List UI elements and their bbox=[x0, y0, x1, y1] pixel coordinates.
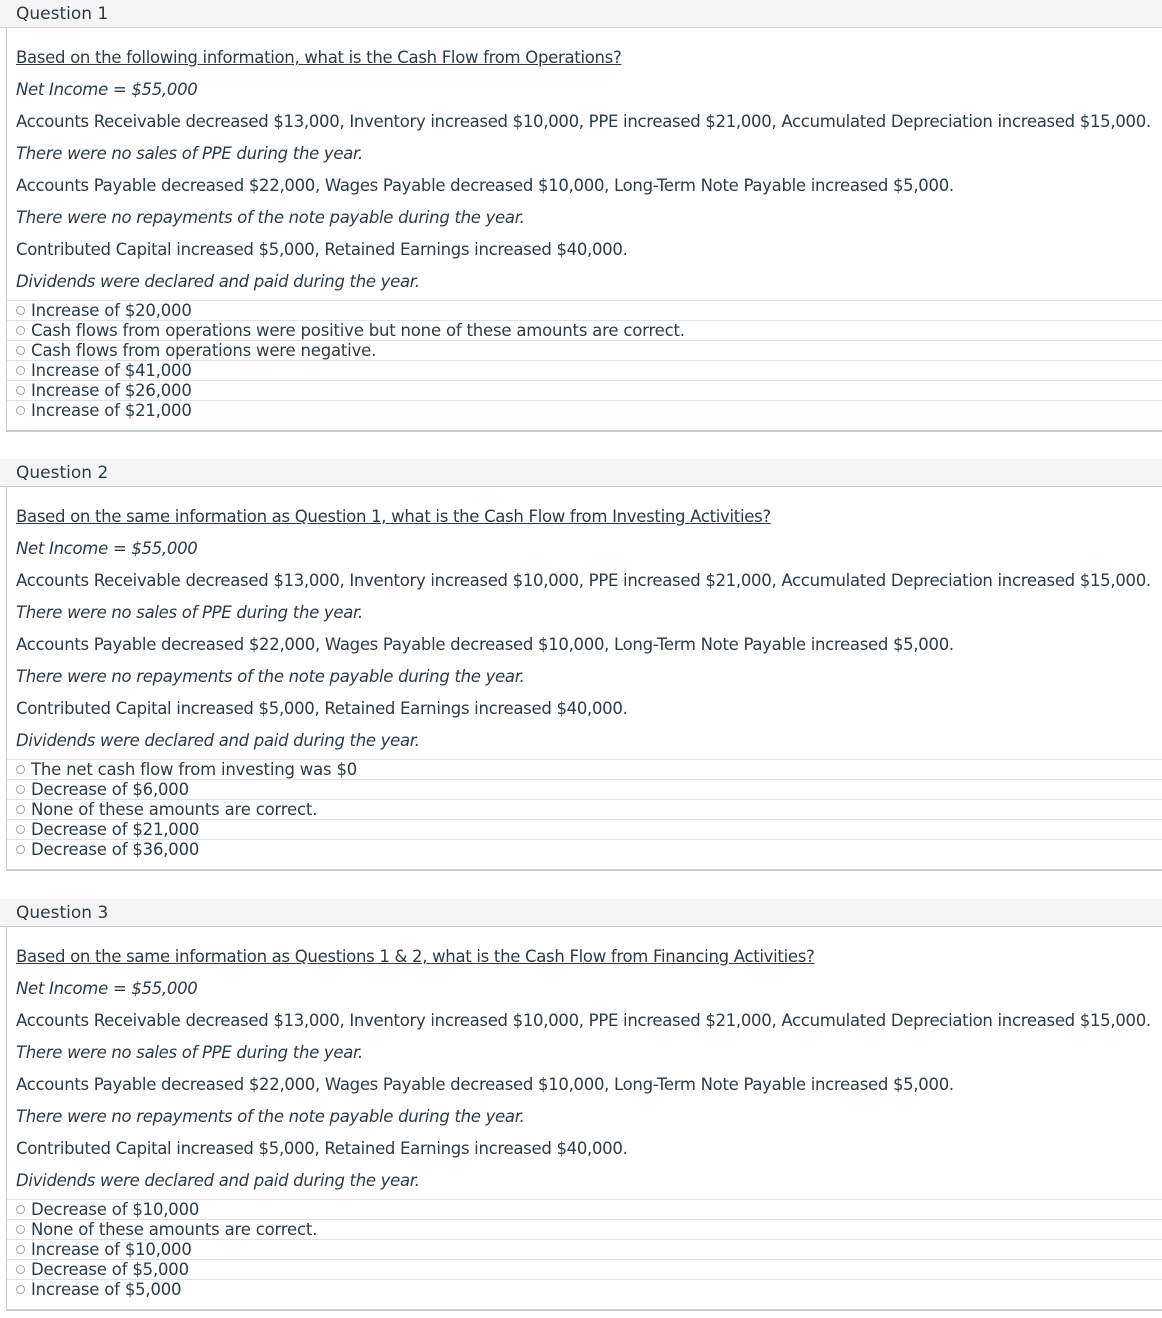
question-text bbox=[7, 501, 1162, 757]
question-body bbox=[6, 28, 1162, 432]
radio-button[interactable] bbox=[16, 825, 25, 834]
question-line: Net Income = $55,000 bbox=[16, 80, 198, 99]
answer-option[interactable] bbox=[7, 320, 1162, 340]
answer-label[interactable]: Cash flows from operations were positive but none of these amounts are correct. bbox=[31, 321, 685, 340]
question-2 bbox=[0, 459, 1162, 871]
radio-button[interactable] bbox=[16, 1285, 25, 1294]
answer-label[interactable]: Decrease of $21,000 bbox=[31, 820, 200, 839]
answer-label[interactable]: None of these amounts are correct. bbox=[31, 1220, 318, 1239]
radio-button[interactable] bbox=[16, 845, 25, 854]
radio-button[interactable] bbox=[16, 326, 25, 335]
question-text bbox=[7, 941, 1162, 1197]
answer-label[interactable]: Increase of $26,000 bbox=[31, 381, 192, 400]
question-line: Net Income = $55,000 bbox=[16, 539, 198, 558]
radio-button[interactable] bbox=[16, 366, 25, 375]
radio-button[interactable] bbox=[16, 386, 25, 395]
answer-option[interactable] bbox=[7, 1239, 1162, 1259]
question-line: Dividends were declared and paid during the year. bbox=[16, 272, 420, 291]
radio-button[interactable] bbox=[16, 785, 25, 794]
question-header: Question 3 bbox=[0, 899, 1162, 927]
question-line: There were no sales of PPE during the year. bbox=[16, 1043, 363, 1062]
radio-button[interactable] bbox=[16, 306, 25, 315]
question-line: Contributed Capital increased $5,000, Retained Earnings increased $40,000. bbox=[16, 240, 628, 259]
question-line: There were no repayments of the note payable during the year. bbox=[16, 208, 525, 227]
question-line: There were no repayments of the note payable during the year. bbox=[16, 667, 525, 686]
answer-option[interactable] bbox=[7, 380, 1162, 400]
question-header: Question 2 bbox=[0, 459, 1162, 487]
question-title: Based on the same information as Questions 1 & 2, what is the Cash Flow from Financing Activities? bbox=[16, 947, 815, 966]
question-title: Based on the following information, what is the Cash Flow from Operations? bbox=[16, 48, 622, 67]
answer-label[interactable]: Increase of $10,000 bbox=[31, 1240, 192, 1259]
radio-button[interactable] bbox=[16, 805, 25, 814]
radio-button[interactable] bbox=[16, 765, 25, 774]
radio-button[interactable] bbox=[16, 406, 25, 415]
question-header: Question 1 bbox=[0, 0, 1162, 28]
answer-list bbox=[7, 1199, 1162, 1299]
answer-label[interactable]: Decrease of $10,000 bbox=[31, 1200, 200, 1219]
radio-button[interactable] bbox=[16, 1225, 25, 1234]
question-body bbox=[6, 487, 1162, 871]
answer-label[interactable]: Increase of $21,000 bbox=[31, 401, 192, 420]
question-line: Contributed Capital increased $5,000, Retained Earnings increased $40,000. bbox=[16, 1139, 628, 1158]
question-line: Accounts Receivable decreased $13,000, Inventory increased $10,000, PPE increased $21,000, Accumulated Depreciation increased $15,000. bbox=[16, 571, 1151, 590]
radio-button[interactable] bbox=[16, 1265, 25, 1274]
radio-button[interactable] bbox=[16, 1245, 25, 1254]
question-line: Dividends were declared and paid during the year. bbox=[16, 1171, 420, 1190]
question-line: Net Income = $55,000 bbox=[16, 979, 198, 998]
answer-option[interactable] bbox=[7, 839, 1162, 859]
answer-option[interactable] bbox=[7, 1199, 1162, 1219]
answer-option[interactable] bbox=[7, 340, 1162, 360]
answer-label[interactable]: Decrease of $6,000 bbox=[31, 780, 189, 799]
answer-option[interactable] bbox=[7, 400, 1162, 420]
question-line: Contributed Capital increased $5,000, Retained Earnings increased $40,000. bbox=[16, 699, 628, 718]
question-title: Based on the same information as Question 1, what is the Cash Flow from Investing Activities? bbox=[16, 507, 771, 526]
answer-option[interactable] bbox=[7, 300, 1162, 320]
question-line: Accounts Payable decreased $22,000, Wages Payable decreased $10,000, Long-Term Note Payable increased $5,000. bbox=[16, 1075, 954, 1094]
question-line: Accounts Payable decreased $22,000, Wages Payable decreased $10,000, Long-Term Note Payable increased $5,000. bbox=[16, 635, 954, 654]
question-body bbox=[6, 927, 1162, 1311]
radio-button[interactable] bbox=[16, 346, 25, 355]
answer-option[interactable] bbox=[7, 1259, 1162, 1279]
answer-label[interactable]: Decrease of $5,000 bbox=[31, 1260, 189, 1279]
answer-option[interactable] bbox=[7, 779, 1162, 799]
question-line: Dividends were declared and paid during the year. bbox=[16, 731, 420, 750]
answer-option[interactable] bbox=[7, 360, 1162, 380]
question-line: There were no sales of PPE during the year. bbox=[16, 603, 363, 622]
answer-label[interactable]: Decrease of $36,000 bbox=[31, 840, 200, 859]
question-line: There were no repayments of the note payable during the year. bbox=[16, 1107, 525, 1126]
question-text bbox=[7, 42, 1162, 298]
answer-option[interactable] bbox=[7, 819, 1162, 839]
answer-label[interactable]: Increase of $41,000 bbox=[31, 361, 192, 380]
radio-button[interactable] bbox=[16, 1205, 25, 1214]
question-line: Accounts Payable decreased $22,000, Wages Payable decreased $10,000, Long-Term Note Payable increased $5,000. bbox=[16, 176, 954, 195]
answer-label[interactable]: Increase of $5,000 bbox=[31, 1280, 182, 1299]
answer-label[interactable]: None of these amounts are correct. bbox=[31, 800, 318, 819]
answer-label[interactable]: Cash flows from operations were negative. bbox=[31, 341, 377, 360]
answer-option[interactable] bbox=[7, 1219, 1162, 1239]
question-line: There were no sales of PPE during the year. bbox=[16, 144, 363, 163]
question-line: Accounts Receivable decreased $13,000, Inventory increased $10,000, PPE increased $21,000, Accumulated Depreciation increased $15,000. bbox=[16, 1011, 1151, 1030]
question-3 bbox=[0, 899, 1162, 1311]
answer-option[interactable] bbox=[7, 1279, 1162, 1299]
question-line: Accounts Receivable decreased $13,000, Inventory increased $10,000, PPE increased $21,000, Accumulated Depreciation increased $15,000. bbox=[16, 112, 1151, 131]
answer-label[interactable]: Increase of $20,000 bbox=[31, 301, 192, 320]
answer-option[interactable] bbox=[7, 799, 1162, 819]
answer-option[interactable] bbox=[7, 759, 1162, 779]
answer-list bbox=[7, 759, 1162, 859]
answer-list bbox=[7, 300, 1162, 420]
question-1 bbox=[0, 0, 1162, 432]
answer-label[interactable]: The net cash flow from investing was $0 bbox=[31, 760, 358, 779]
